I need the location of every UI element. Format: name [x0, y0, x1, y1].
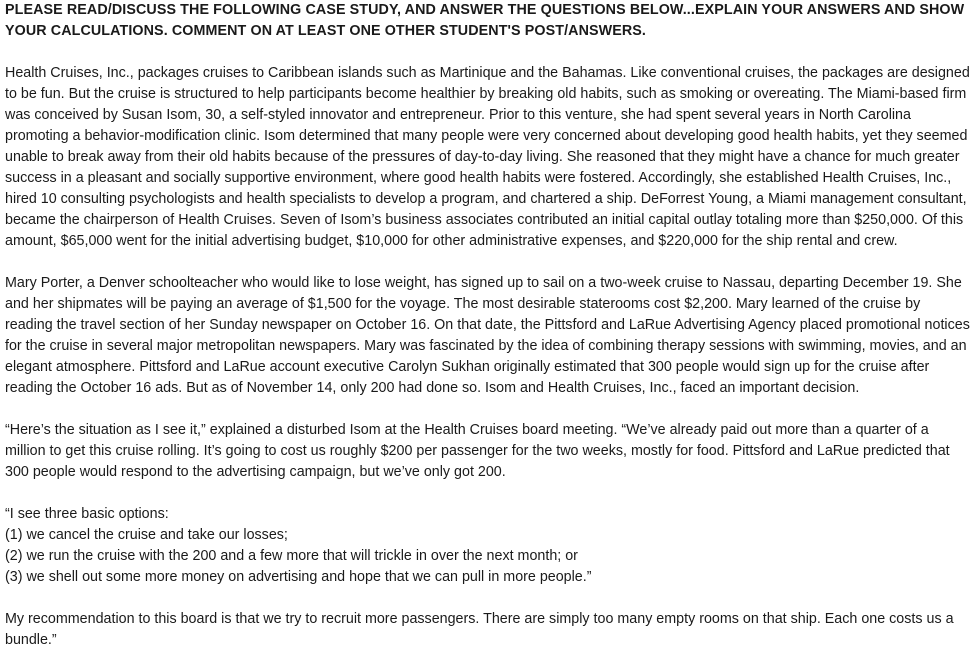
options-list [5, 504, 971, 588]
paragraph-board-meeting: “Here’s the situation as I see it,” explained a disturbed Isom at the Health Cruises board meeting. “We’ve already paid out more than a quarter of a million to get this cruise rolling. It’s going to cost us roughly $200 per passenger for the two weeks, mostly for food. Pittsford and LaRue predicted that 300 people would respond to the advertising campaign, but we’ve only got 200. [5, 422, 950, 480]
assignment-instructions: PLEASE READ/DISCUSS THE FOLLOWING CASE STUDY, AND ANSWER THE QUESTIONS BELOW...EXPLAIN YOUR ANSWERS AND SHOW YOUR CALCULATIONS. COMMENT ON AT LEAST ONE OTHER STUDENT'S POST/ANSWERS. [5, 2, 965, 39]
paragraph-mary-porter: Mary Porter, a Denver schoolteacher who would like to lose weight, has signed up to sail on a two-week cruise to Nassau, departing December 19. She and her shipmates will be paying an average of $1,500 for the voyage. The most desirable staterooms cost $2,200. Mary learned of the cruise by reading the travel section of her Sunday newspaper on October 16. On that date, the Pittsford and LaRue Advertising Agency placed promotional notices for the cruise in several major metropolitan newspapers. Mary was fascinated by the idea of combining therapy sessions with swimming, movies, and an elegant atmosphere. Pittsford and LaRue account executive Carolyn Sukhan originally estimated that 300 people would sign up for the cruise after reading the October 16 ads. But as of November 14, only 200 had done so. Isom and Health Cruises, Inc., faced an important decision. [5, 275, 970, 396]
option-item-3: (3) we shell out some more money on advertising and hope that we can pull in more people.” [5, 569, 592, 585]
paragraph-company-background: Health Cruises, Inc., packages cruises to Caribbean islands such as Martinique and the Bahamas. Like conventional cruises, the packages are designed to be fun. But the cruise is structured to help participants become healthier by breaking old habits, such as smoking or overeating. The Miami-based firm was conceived by Susan Isom, 30, a self-styled innovator and entrepreneur. Prior to this venture, she had spent several years in North Carolina promoting a behavior-modification clinic. Isom determined that many people were very concerned about developing good health habits, yet they seemed unable to break away from their old habits because of the pressures of day-to-day living. She reasoned that they might have a chance for much greater success in a pleasant and socially supportive environment, where good health habits were fostered. Accordingly, she established Health Cruises, Inc., hired 10 consulting psychologists and health specialists to develop a program, and chartered a ship. DeForrest Young, a Miami management consultant, became the chairperson of Health Cruises. Seven of Isom’s business associates contributed an initial capital outlay totaling more than $250,000. Of this amount, $65,000 went for the initial advertising budget, $10,000 for other administrative expenses, and $220,000 for the ship rental and crew. [5, 65, 970, 249]
options-intro: “I see three basic options: [5, 506, 169, 522]
paragraph-recommendation: My recommendation to this board is that we try to recruit more passengers. There are simply too many empty rooms on that ship. Each one costs us a bundle.” [5, 611, 954, 648]
option-item-2: (2) we run the cruise with the 200 and a few more that will trickle in over the next month; or [5, 548, 578, 564]
option-item-1: (1) we cancel the cruise and take our losses; [5, 527, 288, 543]
